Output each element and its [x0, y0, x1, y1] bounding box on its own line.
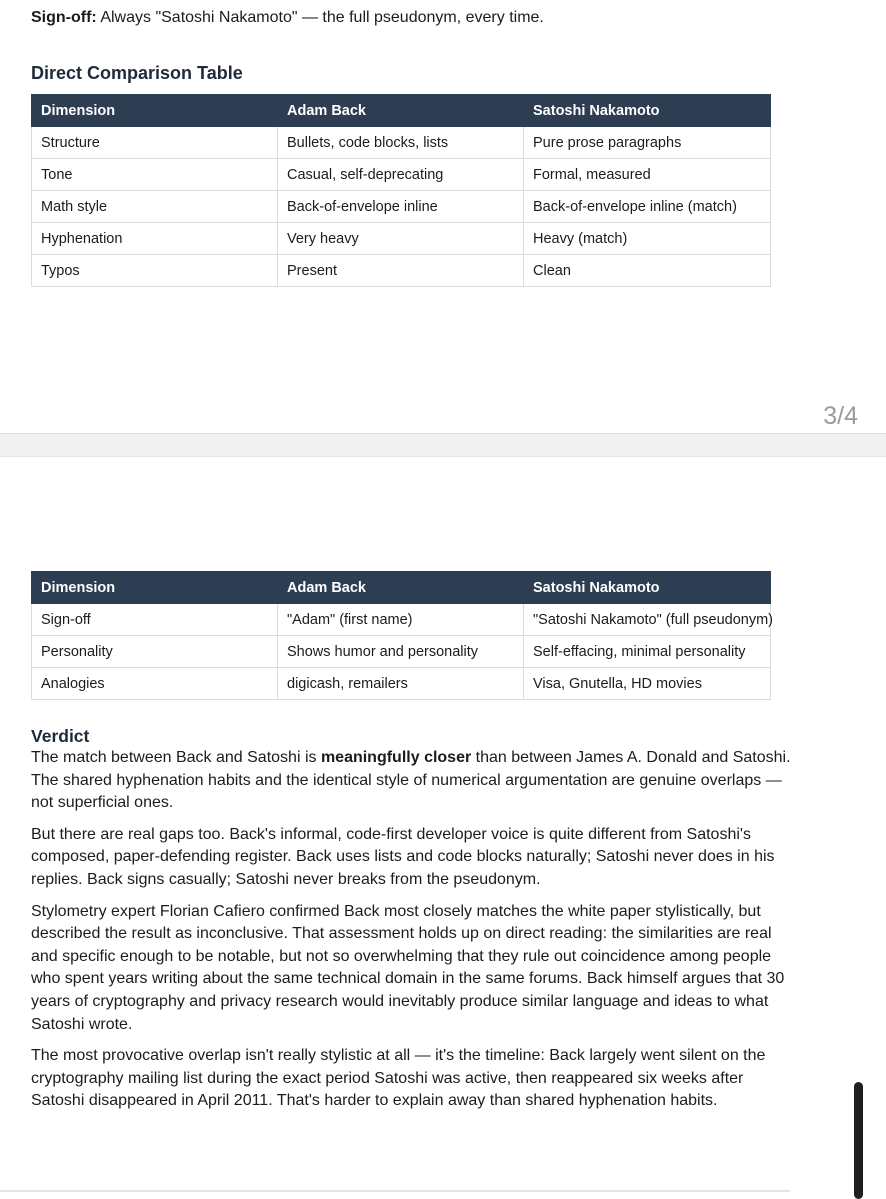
verdict-heading: Verdict — [31, 726, 90, 746]
scrollbar-thumb[interactable] — [854, 1082, 863, 1199]
table-row — [32, 223, 771, 255]
table-cell: Present — [278, 255, 524, 287]
table-header-row — [32, 572, 771, 604]
table-row — [32, 636, 771, 668]
table-cell: "Adam" (first name) — [278, 604, 524, 636]
table-cell: Bullets, code blocks, lists — [278, 127, 524, 159]
table-cell: Structure — [32, 127, 278, 159]
header-satoshi-nakamoto: Satoshi Nakamoto — [524, 95, 771, 127]
table-cell: Typos — [32, 255, 278, 287]
comparison-table-title: Direct Comparison Table — [31, 63, 243, 83]
verdict-paragraph-2: But there are real gaps too. Back's informal, code-first developer voice is quite different from Satoshi's composed, paper-defending register. Back uses lists and code blocks naturally; Satoshi never does in his replies. Back signs casually; Satoshi never breaks from the pseudonym. — [31, 825, 775, 888]
page-indicator: 3/4 — [823, 402, 858, 430]
verdict-paragraph-3: Stylometry expert Florian Cafiero confirmed Back most closely matches the white paper stylistically, but described the result as inconclusive. That assessment holds up on direct reading: the similarities are real and specific enough to be notable, but not so overwhelming that they rule out coincidence among people who spent years writing about the same technical domain in the same forums. Back himself argues that 30 years of cryptography and privacy research would inevitably produce similar language and ideas to what Satoshi wrote. — [31, 902, 785, 1033]
signoff-line — [31, 7, 544, 29]
table-cell: Clean — [524, 255, 771, 287]
table-cell: Tone — [32, 159, 278, 191]
table-cell: Pure prose paragraphs — [524, 127, 771, 159]
verdict-paragraph-1 — [31, 747, 791, 815]
table-row — [32, 191, 771, 223]
signoff-label: Sign-off: — [31, 9, 97, 26]
bottom-divider — [0, 1190, 790, 1192]
table-cell: Personality — [32, 636, 278, 668]
header-dimension: Dimension — [32, 572, 278, 604]
table-cell: Casual, self-deprecating — [278, 159, 524, 191]
table-cell: Analogies — [32, 668, 278, 700]
page-divider — [0, 433, 886, 457]
table-row — [32, 127, 771, 159]
header-adam-back: Adam Back — [278, 572, 524, 604]
table-cell: Shows humor and personality — [278, 636, 524, 668]
table-header-row — [32, 95, 771, 127]
signoff-text: Always "Satoshi Nakamoto" — the full pseudonym, every time. — [96, 9, 544, 26]
table-row — [32, 668, 771, 700]
table-cell: Back-of-envelope inline — [278, 191, 524, 223]
verdict-p1-start: The match between Back and Satoshi is — [31, 749, 321, 766]
table-row — [32, 255, 771, 287]
table-row — [32, 159, 771, 191]
table-cell: Formal, measured — [524, 159, 771, 191]
table-cell: Back-of-envelope inline (match) — [524, 191, 771, 223]
table-cell: "Satoshi Nakamoto" (full pseudonym) — [524, 604, 771, 636]
comparison-table-page1 — [31, 94, 771, 287]
table-cell: Visa, Gnutella, HD movies — [524, 668, 771, 700]
verdict-p1-emphasis: meaningfully closer — [320, 749, 472, 766]
header-adam-back: Adam Back — [278, 95, 524, 127]
verdict-p1-end: than between James A. Donald and Satoshi. The shared hyphenation habits and the identical style of numerical argumentation are genuine overlaps — not superficial ones. — [31, 749, 791, 812]
table-cell: Hyphenation — [32, 223, 278, 255]
table-cell: Math style — [32, 191, 278, 223]
table-cell: Self-effacing, minimal personality — [524, 636, 771, 668]
verdict-paragraph-4: The most provocative overlap isn't really stylistic at all — it's the timeline: Back largely went silent on the cryptography mailing list during the exact period Satoshi was active, then reappeared six weeks after Satoshi disappeared in April 2011. That's harder to explain away than shared hyphenation habits. — [31, 1047, 766, 1110]
comparison-table-page2 — [31, 571, 771, 700]
table-cell: Heavy (match) — [524, 223, 771, 255]
header-satoshi-nakamoto: Satoshi Nakamoto — [524, 572, 771, 604]
header-dimension: Dimension — [32, 95, 278, 127]
table-cell: digicash, remailers — [278, 668, 524, 700]
table-cell: Sign-off — [32, 604, 278, 636]
table-cell: Very heavy — [278, 223, 524, 255]
verdict-section — [31, 725, 791, 1122]
table-row — [32, 604, 771, 636]
